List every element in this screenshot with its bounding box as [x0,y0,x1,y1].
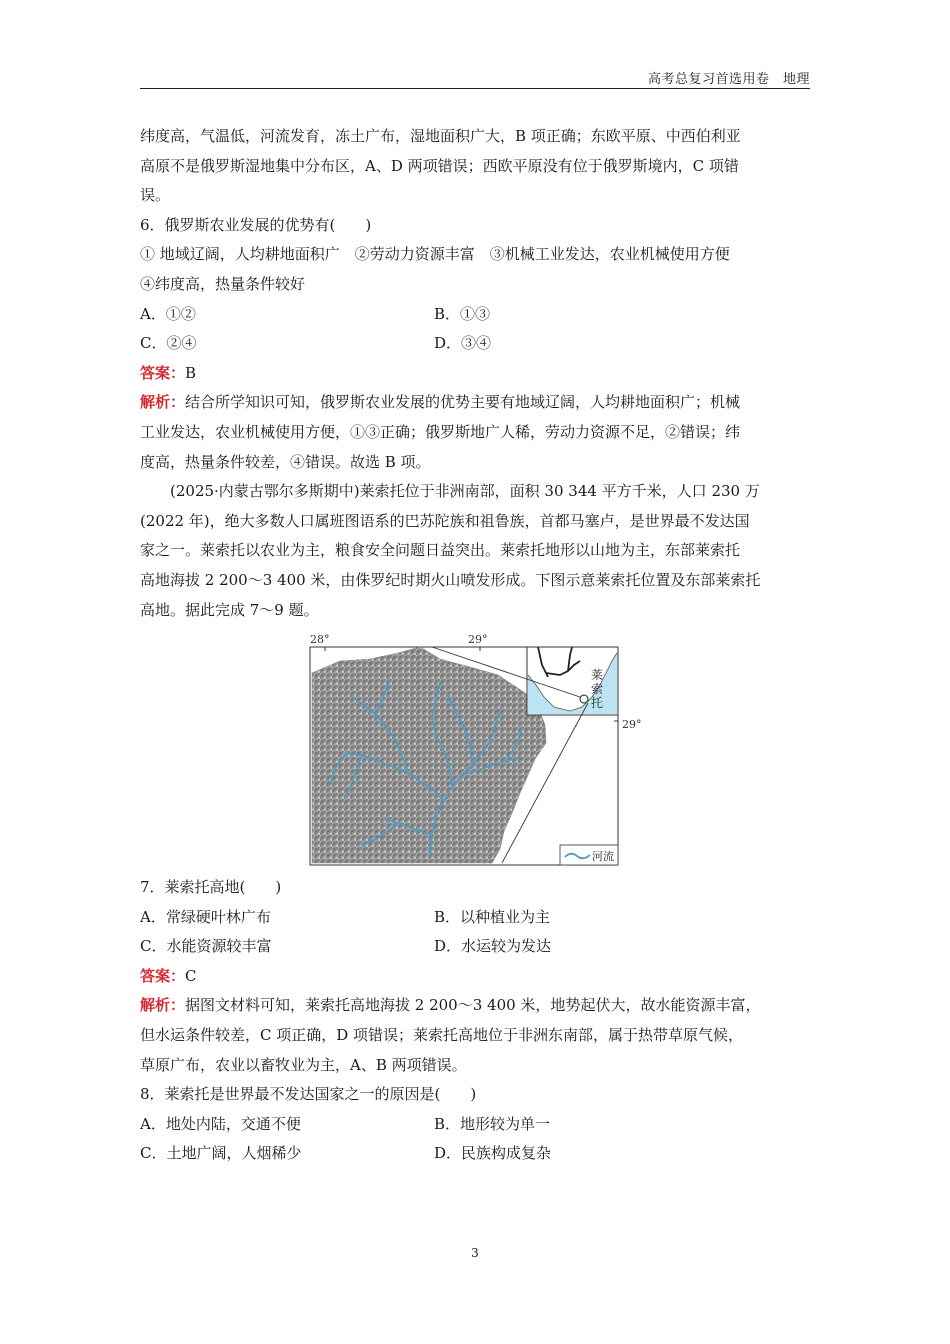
longitude-label-29: 29° [468,633,488,647]
material-line: (2025·内蒙古鄂尔多斯期中)莱索托位于非洲南部，面积 30 344 平方千米，人口 230 万 [170,482,760,501]
lesotho-location-marker [580,695,588,703]
material-line: 家之一。莱索托以农业为主，粮食安全问题日益突出。莱索托地形以山地为主，东部莱索托 [140,541,741,560]
option-b: B．以种植业为主 [434,907,551,926]
option-a: A．常绿硬叶林广布 [140,907,271,926]
analysis-line: 工业发达，农业机械使用方便，①③正确；俄罗斯地广人稀，劳动力资源不足，②错误；纬 [140,422,741,441]
analysis-text: 据图文材料可知，莱索托高地海拔 2 200～3 400 米，地势起伏大，故水能资源丰富， [185,996,761,1015]
question-7-options-row [140,903,810,933]
paragraph-line: 误。 [140,186,171,205]
question-7-analysis [140,991,810,1021]
question-8-stem: 8．莱索托是世界最不发达国家之一的原因是( ) [140,1085,477,1104]
option-c: C．土地广阔，人烟稀少 [140,1144,302,1163]
analysis-line: 草原广布，农业以畜牧业为主，A、B 两项错误。 [140,1055,467,1074]
analysis-label: 解析： [140,996,186,1015]
option-d: D．民族构成复杂 [434,1144,552,1163]
analysis-line: 度高，热量条件较差，④错误。故选 B 项。 [140,452,431,471]
option-a: A．地处内陆，交通不便 [140,1114,301,1133]
header-title: 高考总复习首选用卷 地理 [647,72,810,87]
lesotho-map-figure [140,625,810,873]
lesotho-map [140,625,810,873]
analysis-label: 解析： [140,393,186,412]
option-c: C．②④ [140,334,197,353]
answer-label: 答案： [140,363,186,382]
page-content [140,122,810,1169]
option-d: D．③④ [434,334,492,353]
longitude-label-28: 28° [310,633,330,647]
inset-label-lai: 莱 [591,668,604,683]
paragraph-line: 纬度高，气温低，河流发育，冻土广布，湿地面积广大，B 项正确；东欧平原、中西伯利亚 [140,127,741,145]
material-line: 高地海拔 2 200～3 400 米，由侏罗纪时期火山喷发形成。下图示意莱索托位置及东部莱索托 [140,570,761,589]
question-7-options-row [140,932,810,962]
question-7-stem: 7．莱索托高地( ) [140,878,282,897]
inset-label-tuo: 托 [591,696,604,711]
material-line: (2022 年)，绝大多数人口属班图语系的巴苏陀族和祖鲁族，首都马塞卢，是世界最不发达国 [140,511,750,530]
question-6-stem: 6．俄罗斯农业发展的优势有( ) [140,215,372,234]
question-8-options-row [140,1139,810,1169]
option-c: C．水能资源较丰富 [140,937,272,956]
analysis-line: 但水运条件较差，C 项正确，D 项错误；莱索托高地位于非洲东南部，属于热带草原气候， [140,1026,744,1045]
page-header [140,62,810,89]
latitude-label-29: 29° [622,718,642,732]
question-8-options-row [140,1110,810,1140]
analysis-text: 结合所学知识可知，俄罗斯农业发展的优势主要有地域辽阔，人均耕地面积广；机械 [185,393,741,412]
answer-value: B [185,363,197,382]
question-6-analysis [140,388,810,418]
material-line: 高地。据此完成 7～9 题。 [140,600,319,619]
question-7-answer [140,962,810,992]
question-6-items: ① 地域辽阔，人均耕地面积广 ②劳动力资源丰富 ③机械工业发达，农业机械使用方便 [140,245,730,264]
page-number: 3 [471,1246,479,1260]
question-6-items: ④纬度高，热量条件较好 [140,274,306,293]
option-d: D．水运较为发达 [434,937,552,956]
legend-label: 河流 [592,850,614,864]
question-6-answer [140,359,810,389]
option-b: B．地形较为单一 [434,1114,551,1133]
answer-label: 答案： [140,966,186,985]
paragraph-line: 高原不是俄罗斯湿地集中分布区，A、D 两项错误；西欧平原没有位于俄罗斯境内，C 项错 [140,156,739,175]
question-6-options-row [140,300,810,330]
question-6-options-row [140,329,810,359]
answer-value: C [185,966,197,985]
inset-label-suo: 索 [591,682,604,697]
option-a: A．①② [140,304,196,323]
option-b: B．①③ [434,304,491,323]
